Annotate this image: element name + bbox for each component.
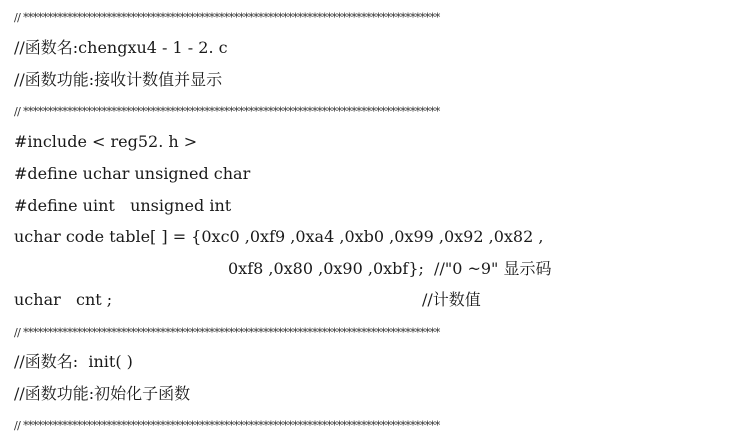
init-function-name-comment: //函数名: init( ) bbox=[14, 352, 133, 371]
define-uchar: #define uchar unsigned char bbox=[14, 164, 251, 183]
define-uint: #define uint unsigned int bbox=[14, 196, 232, 215]
function-description-comment: //函数功能:接收计数值并显示 bbox=[14, 70, 223, 89]
cnt-comment: //计数值 bbox=[422, 290, 481, 309]
cnt-declaration: uchar cnt ; bbox=[14, 290, 113, 309]
init-function-description-comment: //函数功能:初始化子函数 bbox=[14, 384, 191, 403]
separator-line-3: // ************************************************************************************* bbox=[14, 326, 440, 339]
table-declaration-line-1: uchar code table[ ] = {0xc0 ,0xf9 ,0xa4 ,0xb0 ,0x99 ,0x92 ,0x82 , bbox=[14, 227, 544, 246]
table-declaration-line-2: 0xf8 ,0x80 ,0x90 ,0xbf}; //"0 ~9" 显示码 bbox=[228, 259, 552, 278]
include-directive: #include < reg52. h > bbox=[14, 132, 198, 151]
separator-line-4: // ************************************************************************************* bbox=[14, 419, 440, 432]
separator-line-1: // ************************************************************************************* bbox=[14, 11, 440, 24]
function-name-comment: //函数名:chengxu4 - 1 - 2. c bbox=[14, 38, 228, 57]
separator-line-2: // ************************************************************************************* bbox=[14, 105, 440, 118]
